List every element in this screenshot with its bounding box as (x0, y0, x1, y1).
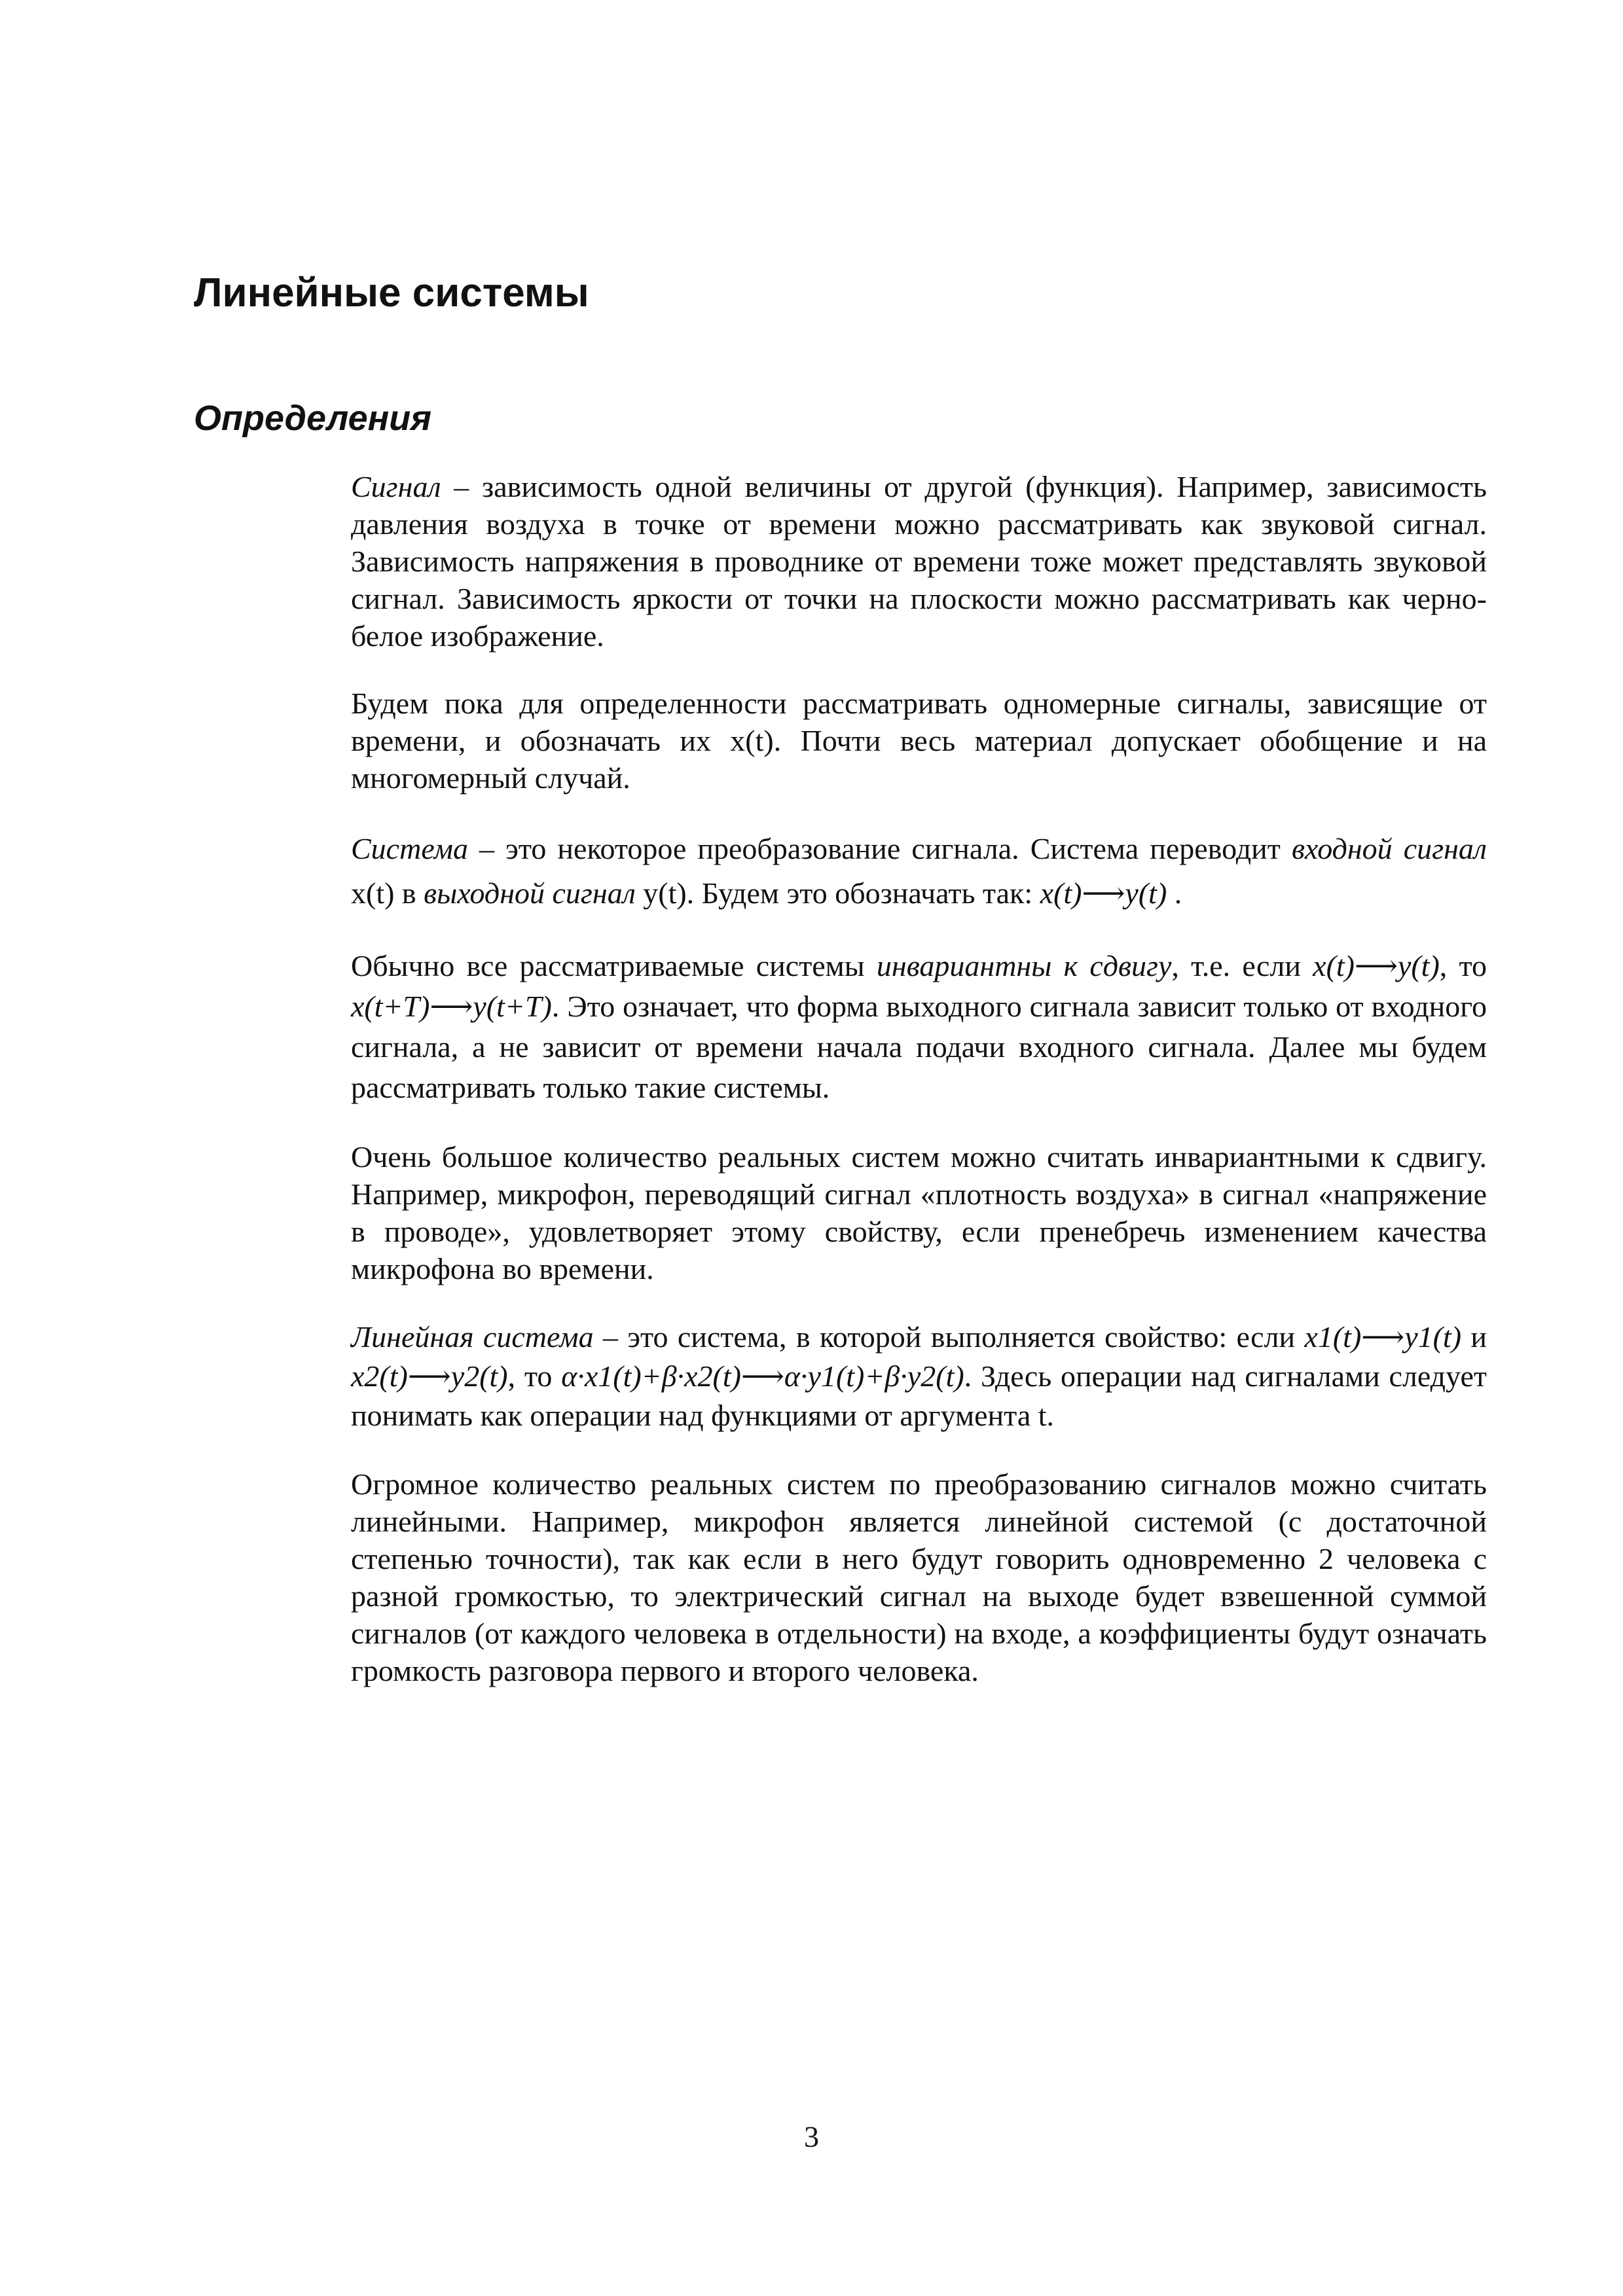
term-input-signal: входной сигнал (1291, 832, 1487, 865)
term-system: Система (351, 832, 468, 865)
linear-text-b: и (1461, 1320, 1487, 1354)
paragraph-system (351, 827, 1487, 916)
paragraph-signal-text: – зависимость одной величины от другой (функция). Например, зависимость давления воздуха в точке от времени можно рассматривать как звуковой сигнал. Зависимость напряжения в проводнике от времени тоже может представлять звуковой сигнал. Зависимость яркости от точки на плоскости можно рассматривать как черно-белое изображение. (351, 470, 1487, 653)
page-number: 3 (804, 2120, 819, 2153)
shift-text-d: . Это означает, что форма выходного сигнала зависит только от входного сигнала, а не зависит от времени начала подачи входного сигнала. Далее мы будем рассматривать только такие системы. (351, 990, 1487, 1104)
formula-linear-conclusion: α·x1(t)+β·x2(t)⟶α·y1(t)+β·y2(t) (561, 1359, 964, 1393)
formula-shift-conclusion: x(t+T)⟶y(t+T) (351, 990, 552, 1023)
system-text-c: y(t). Будем это обозначать так: (635, 876, 1040, 910)
system-text-d: . (1167, 876, 1182, 910)
shift-text-a: Обычно все рассматриваемые системы (351, 949, 877, 982)
paragraph-shift-invariant (351, 946, 1487, 1108)
term-signal: Сигнал (351, 470, 441, 503)
paragraph-real-systems (351, 1138, 1487, 1287)
linear-text-c: , то (507, 1359, 562, 1393)
shift-text-c: , то (1439, 949, 1487, 982)
paragraph-one-dimensional (351, 685, 1487, 797)
paragraph-one-dimensional-text: Будем пока для определенности рассматривать одномерные сигналы, зависящие от времени, и обозначать их x(t). Почти весь материал допускает обобщение и на многомерный случай. (351, 687, 1487, 795)
paragraph-linear-system (351, 1318, 1487, 1435)
section-title: Определения (194, 399, 432, 438)
linear-text-d: . Здесь операции над сигналами следует понимать как операции над функциями от аргумента t. (351, 1359, 1487, 1432)
paragraph-real-systems-text: Очень большое количество реальных систем можно считать инвариантными к сдвигу. Например, микрофон, переводящий сигнал «плотность воздуха» в сигнал «напряжение в проводе», удовлетворяет этому свойству, если пренебречь изменением качества микрофона во времени. (351, 1140, 1487, 1285)
shift-text-b: , т.е. если (1171, 949, 1313, 982)
page-title: Линейные системы (194, 270, 589, 315)
linear-text-a: – это система, в которой выполняется свойство: если (593, 1320, 1305, 1354)
paragraph-signal (351, 468, 1487, 655)
formula-shift-premise: x(t)⟶y(t) (1313, 949, 1440, 982)
paragraph-linear-examples-text: Огромное количество реальных систем по преобразованию сигналов можно считать линейными. Например, микрофон является линейной системой (с достаточной степенью точности), так как если в него будут говорить одновременно 2 человека с разной громкостью, то электрический сигнал на выходе будет взвешенной суммой сигналов (от каждого человека в отдельности) на входе, а коэффициенты будут означать громкость разговора первого и второго человека. (351, 1467, 1487, 1687)
system-text-b: x(t) в (351, 876, 424, 910)
term-linear-system: Линейная система (351, 1320, 594, 1354)
term-output-signal: выходной сигнал (424, 876, 636, 910)
paragraph-linear-examples (351, 1465, 1487, 1689)
formula-linear-premise-1: x1(t)⟶y1(t) (1304, 1320, 1462, 1354)
term-shift-invariant: инвариантны к сдвигу (876, 949, 1172, 982)
body-text (351, 468, 1487, 1719)
system-text-a: – это некоторое преобразование сигнала. Система переводит (467, 832, 1292, 865)
formula-system-mapping: x(t)⟶y(t) (1040, 876, 1167, 910)
formula-linear-premise-2: x2(t)⟶y2(t) (351, 1359, 508, 1393)
